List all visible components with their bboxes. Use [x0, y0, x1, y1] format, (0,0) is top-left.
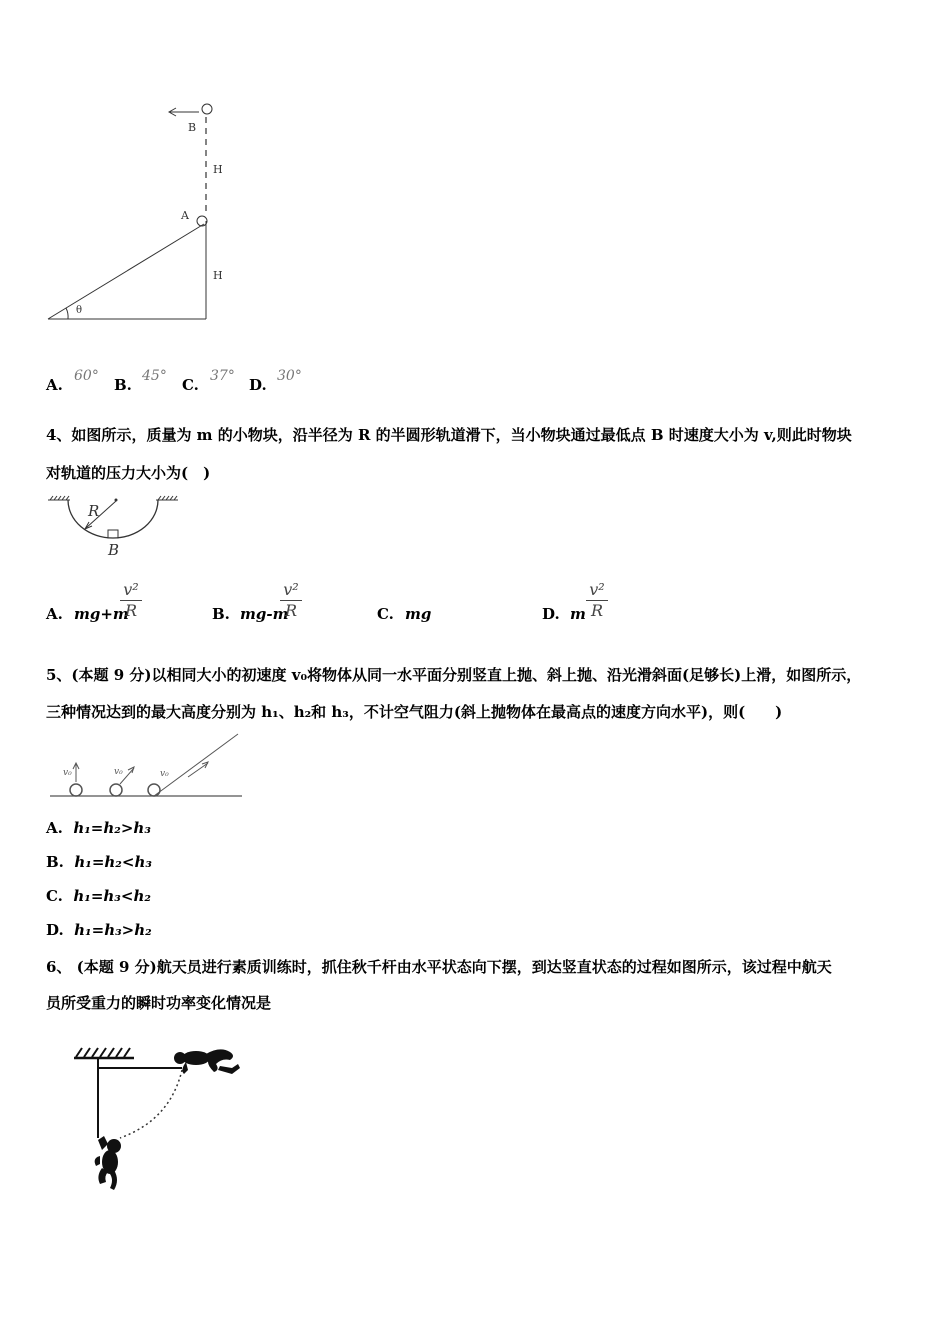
option-letter: A.	[46, 819, 63, 837]
v-label-2: v₀	[114, 767, 123, 777]
q5-option-c[interactable]	[46, 887, 151, 905]
q3-option-c-letter[interactable]: C.	[182, 376, 199, 394]
label-h-bottom: H	[213, 269, 223, 282]
q4-option-b-fraction	[280, 580, 302, 620]
fraction-denominator: R	[284, 601, 298, 620]
q3-option-d-value: 30°	[277, 368, 302, 384]
q4-option-a-text: mg+m	[74, 605, 129, 623]
q6-stem-line1: 6、 (本题 9 分)航天员进行素质训练时，抓住秋千杆由水平状态向下摆，到达竖直状态的过程如图所示，该过程中航天	[46, 958, 832, 976]
q3-option-a-value: 60°	[74, 368, 99, 384]
ball-incline	[148, 784, 160, 796]
label-b: B	[188, 121, 197, 134]
q3-option-b-letter[interactable]: B.	[114, 376, 132, 394]
q3-option-b-value: 45°	[142, 368, 167, 384]
option-letter: B.	[46, 853, 64, 871]
q4-option-a-letter[interactable]: A.	[46, 605, 63, 623]
astronaut-vertical	[95, 1136, 121, 1190]
q4-option-d-text: m	[570, 605, 586, 623]
q6-stem-line2: 员所受重力的瞬时功率变化情况是	[46, 994, 272, 1012]
q4-option-d-letter[interactable]: D.	[542, 605, 560, 623]
q5-option-b[interactable]	[46, 853, 152, 871]
fraction-denominator: R	[124, 601, 138, 620]
label-h-top: H	[213, 163, 223, 176]
option-letter: D.	[46, 921, 64, 939]
fraction-numerator: v²	[586, 580, 608, 601]
q4-option-b-text: mg-m	[240, 605, 289, 623]
incline-line	[48, 224, 204, 319]
fraction-numerator: v²	[120, 580, 142, 601]
q5-option-a[interactable]	[46, 819, 151, 837]
option-letter: C.	[46, 887, 63, 905]
label-a: A	[181, 209, 189, 222]
q4-option-b-letter[interactable]: B.	[212, 605, 230, 623]
fraction-numerator: v²	[280, 580, 302, 601]
q5-option-d[interactable]	[46, 921, 152, 939]
label-theta: θ	[76, 305, 83, 316]
swing-figure	[70, 1040, 250, 1200]
incline-figure	[40, 95, 240, 335]
option-text: h₁=h₃>h₂	[74, 921, 152, 939]
option-text: h₁=h₂<h₃	[74, 853, 152, 871]
q5-stem-line1: 5、(本题 9 分)以相同大小的初速度 v₀将物体从同一水平面分别竖直上抛、斜上抛、沿光滑斜面(足够长)上滑，如图所示，	[46, 666, 862, 684]
label-r: R	[88, 502, 100, 520]
v-label-1: v₀	[63, 768, 72, 778]
semicircle-track-figure	[44, 492, 184, 562]
q4-option-c-letter[interactable]: C.	[377, 605, 394, 623]
q3-option-c-value: 37°	[210, 368, 235, 384]
option-text: h₁=h₃<h₂	[73, 887, 151, 905]
ball-vertical	[70, 784, 82, 796]
q4-option-c-text: mg	[405, 605, 432, 623]
block	[108, 530, 118, 538]
q3-option-d-letter[interactable]: D.	[249, 376, 267, 394]
q3-option-a-letter[interactable]: A.	[46, 376, 63, 394]
swing-arc-path	[120, 1070, 182, 1138]
projectile-figure	[48, 730, 248, 805]
q4-stem-line2: 对轨道的压力大小为( )	[46, 464, 211, 482]
label-b-bottom: B	[108, 541, 120, 559]
q4-stem-line1: 4、如图所示，质量为 m 的小物块，沿半径为 R 的半圆形轨道滑下，当小物块通过最低点 B 时速度大小为 v,则此时物块	[46, 426, 852, 444]
q5-stem-line2: 三种情况达到的最大高度分别为 h₁、h₂和 h₃，不计空气阻力(斜上抛物体在最高点的速度方向水平)，则( )	[46, 703, 783, 721]
ball-oblique	[110, 784, 122, 796]
fraction-denominator: R	[590, 601, 604, 620]
q4-option-a-fraction	[120, 580, 142, 620]
incline-line	[154, 734, 238, 796]
ball-b	[202, 104, 212, 114]
v-label-3: v₀	[160, 769, 169, 779]
q4-option-d-fraction	[586, 580, 608, 620]
semicircle-track	[68, 500, 158, 538]
astronaut-horizontal	[174, 1049, 240, 1074]
option-text: h₁=h₂>h₃	[73, 819, 151, 837]
